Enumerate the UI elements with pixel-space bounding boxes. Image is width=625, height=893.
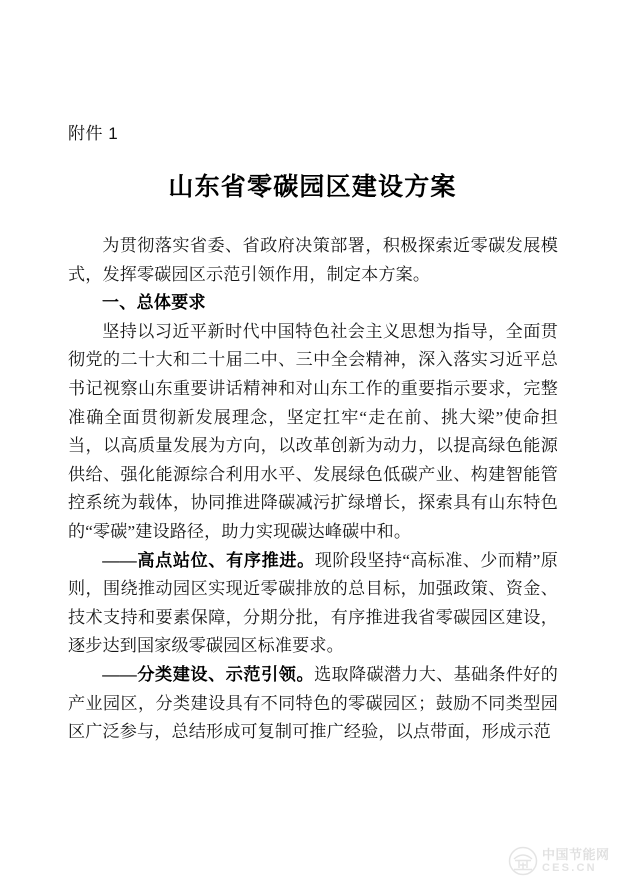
principle-one-body: 现阶段坚持“高标准、少而精”原则，围绕推动园区实现近零碳排放的总目标，加强政策、资金、技术支持和要素保障，分期分批，有序推进我省零碳园区建设，逐步达到国家级零碳园区标准要求。 xyxy=(68,550,558,656)
paragraph-principle-one xyxy=(68,547,558,661)
attachment-label: 附件 1 xyxy=(68,124,119,143)
paragraph-preamble: 为贯彻落实省委、省政府决策部署，积极探索近零碳发展模式，发挥零碳园区示范引领作用，制定本方案。 xyxy=(68,236,558,284)
watermark-domain: CES.CN xyxy=(542,862,597,874)
principle-two-body: 选取降碳潜力大、基础条件好的产业园区，分类建设具有不同特色的零碳园区；鼓励不同类型园区广泛参与，总结形成可复制可推广经验，以点带面，形成示范 xyxy=(68,664,558,742)
principle-two-lead: ——分类建设、示范引领。 xyxy=(102,664,315,684)
paragraph-guiding-ideology: 坚持以习近平新时代中国特色社会主义思想为指导，全面贯彻党的二十大和二十届二中、三中全会精神，深入落实习近平总书记视察山东重要讲话精神和对山东工作的重要指示要求，完整准确全面贯彻新发展理念，坚定扛牢“走在前、挑大梁”使命担当，以高质量发展为方向，以改革创新为动力，以提高绿色能源供给、强化能源综合利用水平、发展绿色低碳产业、构建智能管控系统为载体，协同推进降碳减污扩绿增长，探索具有山东特色的“零碳”建设路径，助力实现碳达峰碳中和。 xyxy=(68,321,558,541)
paragraph-principle-two xyxy=(68,661,558,747)
watermark-site-name: 中国节能网 xyxy=(542,847,610,862)
watermark xyxy=(508,846,610,876)
document-body xyxy=(68,232,558,747)
document-title: 山东省零碳园区建设方案 xyxy=(168,174,457,201)
principle-one-lead: ——高点站位、有序推进。 xyxy=(102,550,315,570)
section-heading-overall-requirements: 一、总体要求 xyxy=(102,293,206,313)
watermark-text xyxy=(542,848,610,874)
ces-circular-emblem-icon xyxy=(508,846,538,876)
